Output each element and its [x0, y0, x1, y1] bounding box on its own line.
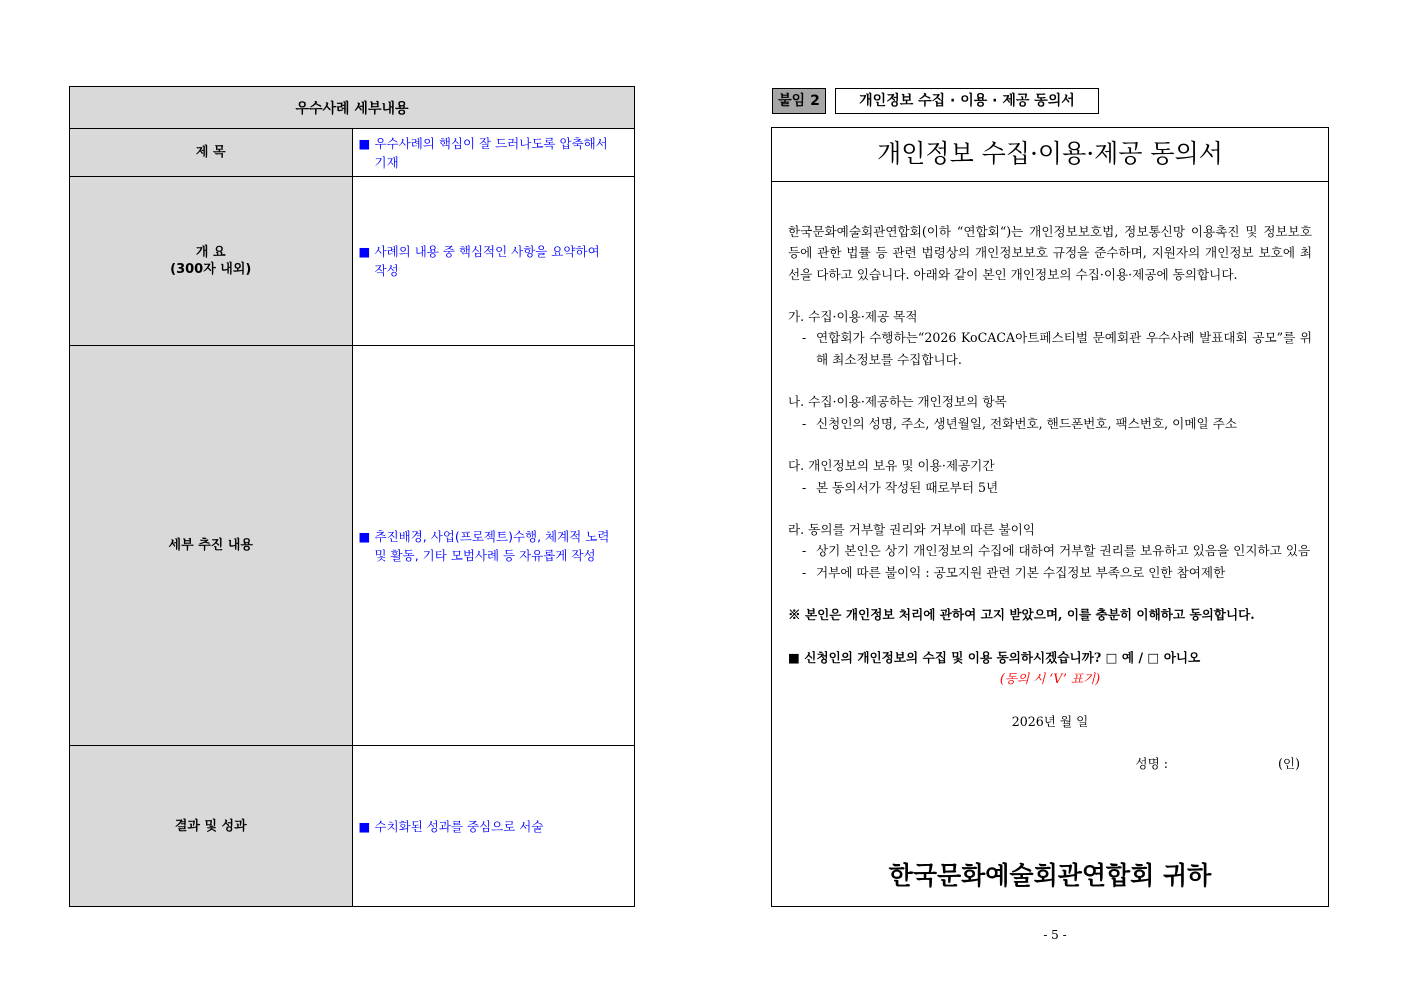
- square-bullet-icon: ■: [358, 135, 371, 151]
- section-ga-item: [788, 327, 1312, 370]
- consent-notice: ※ 본인은 개인정보 처리에 관하여 고지 받았으며, 이를 충분히 이해하고 동의합니다.: [788, 607, 1255, 623]
- signature-line[interactable]: [788, 753, 1312, 774]
- intro-paragraph: 한국문화예술회관연합회(이하 “연합회“)는 개인정보보호법, 정보통신망 이용촉진 및 정보보호 등에 관한 법률 등 관련 법령상의 개인정보보호 규정을 준수하며, 지원자의 개인정보 보호에 최선을 다하고 있습니다. 아래와 같이 본인 개인정보의 수집·이용·제공에 동의합니다.: [788, 224, 1312, 282]
- guide-text: 추진배경, 사업(프로젝트)수행, 체계적 노력 및 활동, 기타 모범사례 등 자유롭게 작성: [374, 528, 610, 563]
- item-text: 신청인의 성명, 주소, 생년월일, 전화번호, 핸드폰번호, 팩스번호, 이메일 주소: [816, 415, 1238, 431]
- attachment-tag: 붙임 2: [772, 88, 826, 114]
- table-header: 우수사례 세부내용: [70, 87, 635, 129]
- label-subtext: (300자 내외): [170, 262, 252, 277]
- item-text: 상기 본인은 상기 개인정보의 수집에 대하여 거부할 권리를 보유하고 있음을 인지하고 있음: [816, 543, 1311, 559]
- label-text: 결과 및 성과: [174, 818, 247, 834]
- label-text: 세부 추진 내용: [168, 538, 253, 553]
- row-value-title[interactable]: [352, 129, 635, 177]
- square-bullet-icon: ■: [358, 244, 371, 259]
- row-value-results[interactable]: [352, 746, 635, 907]
- row-label-results: [70, 746, 353, 907]
- dash-marker: -: [802, 479, 807, 495]
- row-value-summary[interactable]: [352, 177, 635, 346]
- section-ga-title: 가. 수집·이용·제공 목적: [788, 309, 918, 325]
- section-ra-item-2: [788, 562, 1312, 583]
- page-number: - 5 -: [1043, 928, 1067, 942]
- item-text: 거부에 따른 불이익 : 공모지원 관련 기본 수집정보 부족으로 인한 참여제한: [816, 564, 1226, 580]
- dash-marker: -: [802, 543, 807, 559]
- dash-marker: -: [802, 564, 807, 580]
- section-ra-title: 라. 동의를 거부할 권리와 거부에 따른 불이익: [788, 522, 1036, 538]
- form-title: 개인정보 수집·이용·제공 동의서: [772, 128, 1328, 182]
- date-line[interactable]: 2026년 월 일: [1011, 713, 1089, 729]
- section-da-title: 다. 개인정보의 보유 및 이용·제공기간: [788, 458, 995, 474]
- item-text: 본 동의서가 작성된 때로부터 5년: [816, 479, 999, 495]
- section-da-item: [788, 477, 1312, 498]
- item-text: 연합회가 수행하는“2026 KoCACA아트페스티벌 문예회관 우수사례 발표대회 공모”를 위해 최소정보를 수집합니다.: [816, 330, 1312, 367]
- section-na-title: 나. 수집·이용·제공하는 개인정보의 항목: [788, 394, 1007, 410]
- label-text: 개 요: [195, 245, 226, 260]
- form-body: [788, 221, 1312, 775]
- consent-question[interactable]: ■ 신청인의 개인정보의 수집 및 이용 동의하시겠습니까? □ 예 / □ 아니오: [788, 649, 1201, 665]
- attachment-title: 개인정보 수집 · 이용 · 제공 동의서: [835, 88, 1099, 114]
- guide-text: 사례의 내용 중 핵심적인 사항을 요약하여 작성: [374, 244, 600, 278]
- square-bullet-icon: ■: [358, 528, 371, 544]
- dash-marker: -: [802, 330, 807, 346]
- case-detail-table: [69, 86, 635, 907]
- row-value-details[interactable]: [352, 346, 635, 746]
- seal-mark: (인): [1278, 756, 1300, 772]
- label-text: 제 목: [195, 145, 226, 160]
- signature-label: 성명 :: [1135, 756, 1168, 772]
- section-na-item: [788, 413, 1312, 434]
- check-note: (동의 시 ‘V’ 표기): [999, 671, 1101, 687]
- section-ra-item-1: [788, 540, 1312, 561]
- guide-text: 우수사례의 핵심이 잘 드러나도록 압축해서 기재: [374, 135, 608, 170]
- row-label-summary: [70, 177, 353, 346]
- recipient-line: 한국문화예술회관연합회 귀하: [888, 861, 1212, 890]
- square-bullet-icon: ■: [358, 818, 371, 834]
- consent-form: [771, 127, 1329, 907]
- dash-marker: -: [802, 415, 807, 431]
- row-label-title: [70, 129, 353, 177]
- row-label-details: [70, 346, 353, 746]
- guide-text: 수치화된 성과를 중심으로 서술: [374, 818, 544, 834]
